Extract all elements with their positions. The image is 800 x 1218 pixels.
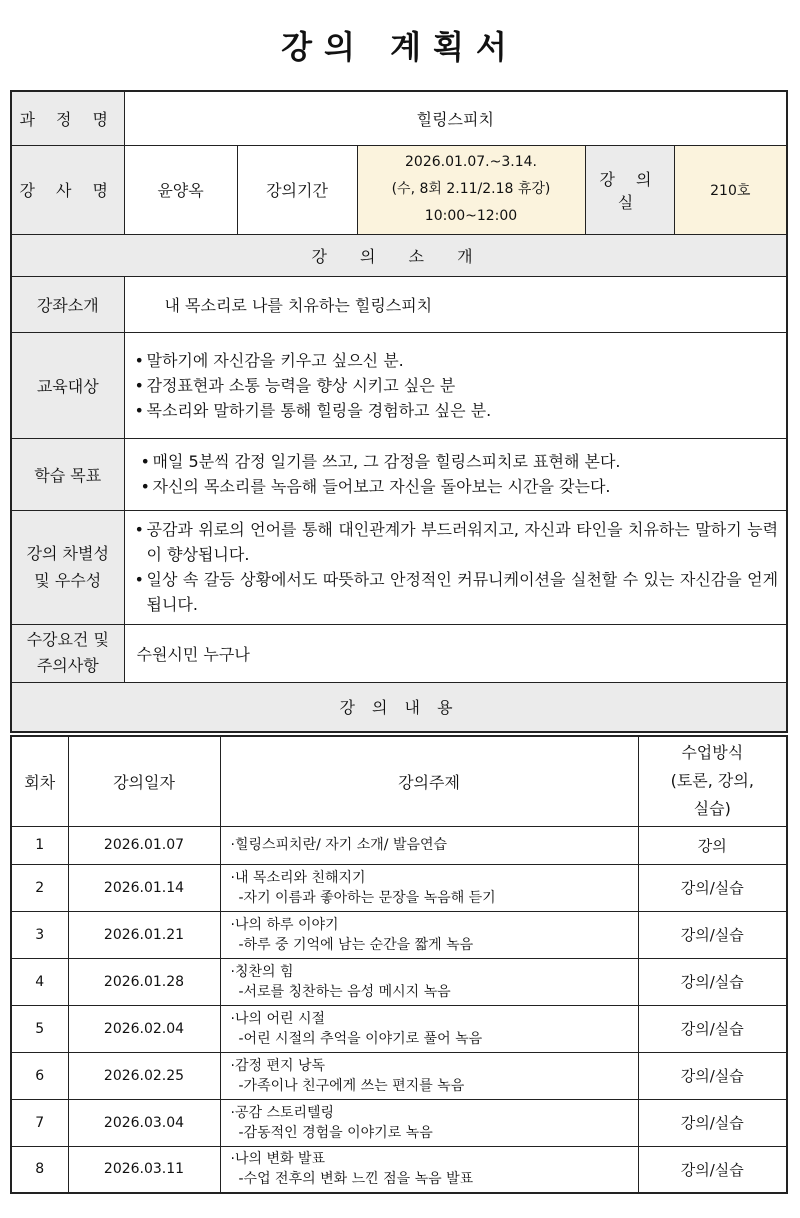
lesson-no: 8 [11,1146,68,1193]
lesson-topic [220,826,638,864]
lesson-date: 2026.01.07 [68,826,220,864]
strength-label-line: 및 우수성 [34,571,102,590]
period-schedule: (수, 8회 2.11/2.18 휴강) [391,181,551,197]
lesson-no: 3 [11,911,68,958]
lesson-schedule-table [10,735,788,1194]
instructor-label: 강 사 명 [11,145,124,234]
table-row [11,1052,787,1099]
lesson-topic [220,911,638,958]
course-intro-value: 내 목소리로 나를 치유하는 힐링스피치 [124,276,787,332]
course-info-table [10,90,788,733]
table-row [11,1005,787,1052]
lesson-topic [220,1099,638,1146]
list-item: • 말하기에 자신감을 키우고 싶으신 분. [133,348,779,373]
lesson-date: 2026.01.28 [68,958,220,1005]
course-name-label: 과 정 명 [11,91,124,145]
goal-list-cell [124,438,787,510]
table-row [11,911,787,958]
lesson-date: 2026.03.11 [68,1146,220,1193]
lesson-title: ·나의 하루 이야기 [230,916,339,933]
lesson-topic [220,1005,638,1052]
lesson-method: 강의 [638,826,787,864]
table-row [11,1099,787,1146]
lesson-title: ·나의 변화 발표 [230,1151,325,1168]
lesson-topic [220,1146,638,1193]
lesson-title: ·공감 스토리텔링 [230,1104,335,1121]
room-value: 210호 [674,145,787,234]
table-row [11,864,787,911]
lesson-date: 2026.02.04 [68,1005,220,1052]
lesson-method: 강의/실습 [638,958,787,1005]
list-item: • 목소리와 말하기를 통해 힐링을 경험하고 싶은 분. [133,398,779,423]
strength-list [125,517,787,617]
list-item: • 일상 속 갈등 상황에서도 따뜻하고 안정적인 커뮤니케이션을 실천할 수 있는 자신감을 얻게 됩니다. [133,567,779,617]
header-method-line: 수업방식 [681,743,744,763]
goal-list [125,449,787,499]
list-item: • 감정표현과 소통 능력을 향상 시키고 싶은 분 [133,373,779,398]
header-method-line: 실습) [693,799,731,819]
lesson-method: 강의/실습 [638,864,787,911]
goal-label: 학습 목표 [11,438,124,510]
lesson-no: 6 [11,1052,68,1099]
period-value [357,145,585,234]
table-row [11,1146,787,1193]
lesson-subtitle: -감동적인 경험을 이야기로 녹음 [238,1124,433,1141]
lesson-topic [220,1052,638,1099]
lesson-title: ·힐링스피치란/ 자기 소개/ 발음연습 [230,837,448,853]
course-intro-label: 강좌소개 [11,276,124,332]
list-item: • 매일 5분씩 감정 일기를 쓰고, 그 감정을 힐링스피치로 표현해 본다. [139,449,779,474]
course-name-value: 힐링스피치 [124,91,787,145]
instructor-name: 윤양옥 [124,145,237,234]
lesson-no: 2 [11,864,68,911]
lesson-date: 2026.01.21 [68,911,220,958]
header-no: 회차 [11,736,68,826]
header-method [638,736,787,826]
list-item: • 공감과 위로의 언어를 통해 대인관계가 부드러워지고, 자신과 타인을 치유하는 말하기 능력이 향상됩니다. [133,517,779,567]
lesson-date: 2026.03.04 [68,1099,220,1146]
lesson-subtitle: -어린 시절의 추억을 이야기로 풀어 녹음 [238,1030,483,1047]
lesson-topic [220,864,638,911]
period-dates: 2026.01.07.~3.14. [405,154,537,170]
period-label: 강의기간 [237,145,357,234]
requirements-value: 수원시민 누구나 [124,624,787,682]
table-row [11,826,787,864]
content-section-header: 강 의 내 용 [11,682,787,732]
lesson-date: 2026.02.25 [68,1052,220,1099]
lesson-topic [220,958,638,1005]
lesson-no: 5 [11,1005,68,1052]
lesson-no: 7 [11,1099,68,1146]
strength-list-cell [124,510,787,624]
period-time: 10:00~12:00 [424,208,518,224]
table-row [11,958,787,1005]
target-list [125,348,787,423]
lesson-subtitle: -수업 전후의 변화 느낀 점을 녹음 발표 [238,1171,474,1188]
strength-label-line: 강의 차별성 [26,544,109,563]
lesson-method: 강의/실습 [638,1099,787,1146]
strength-label [11,510,124,624]
document-title: 강의 계획서 [281,28,519,66]
requirements-label-line: 수강요건 및 [26,630,109,649]
requirements-label-line: 주의사항 [36,656,99,675]
target-label: 교육대상 [11,332,124,438]
lesson-date: 2026.01.14 [68,864,220,911]
lesson-subtitle: -가족이나 친구에게 쓰는 편지를 녹음 [238,1077,465,1094]
header-date: 강의일자 [68,736,220,826]
lesson-title: ·내 목소리와 친해지기 [230,869,366,886]
lesson-no: 1 [11,826,68,864]
lesson-subtitle: -서로를 칭찬하는 음성 메시지 녹음 [238,983,451,1000]
header-method-line: (토론, 강의, [670,771,754,791]
lesson-title: ·나의 어린 시절 [230,1010,325,1027]
lesson-title: ·감정 편지 낭독 [230,1057,325,1074]
lesson-subtitle: -하루 중 기억에 남는 순간을 짧게 녹음 [238,936,474,953]
requirements-label [11,624,124,682]
list-item: • 자신의 목소리를 녹음해 들어보고 자신을 돌아보는 시간을 갖는다. [139,474,779,499]
intro-section-header: 강 의 소 개 [11,234,787,276]
lesson-title: ·칭찬의 힘 [230,963,294,980]
room-label: 강 의 실 [585,145,674,234]
lesson-method: 강의/실습 [638,1005,787,1052]
lesson-method: 강의/실습 [638,1052,787,1099]
lesson-method: 강의/실습 [638,911,787,958]
lesson-subtitle: -자기 이름과 좋아하는 문장을 녹음해 듣기 [238,889,496,906]
header-topic: 강의주제 [220,736,638,826]
target-list-cell [124,332,787,438]
lesson-method: 강의/실습 [638,1146,787,1193]
lesson-no: 4 [11,958,68,1005]
